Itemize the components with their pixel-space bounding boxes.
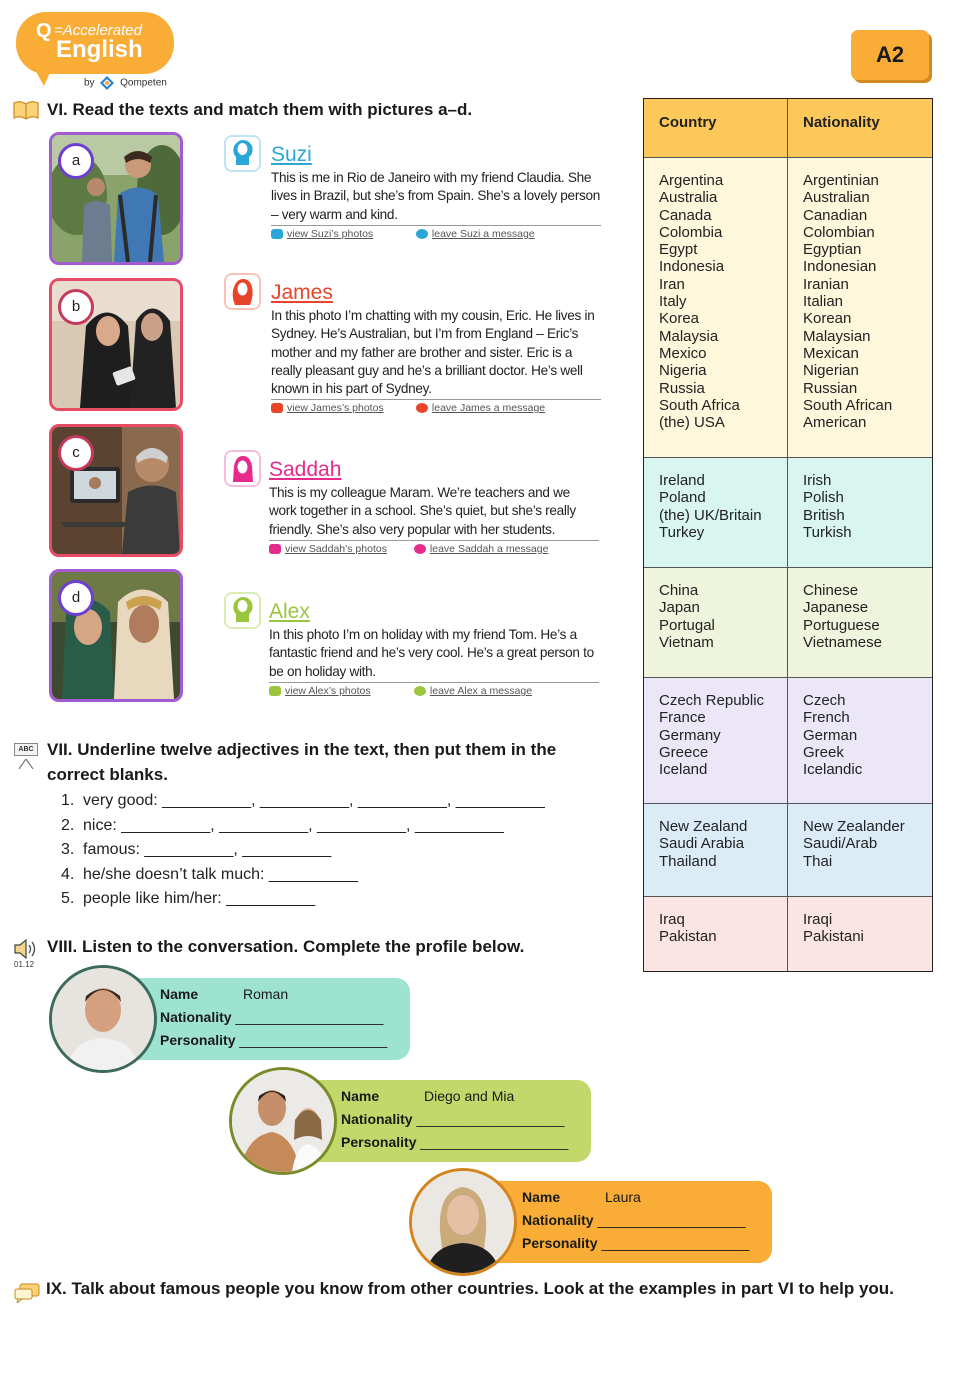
section-9-heading: IX. Talk about famous people you know from other countries. Look at the examples in part VI to help you. (46, 1279, 894, 1298)
post-text: In this photo I’m chatting with my cousin, Eric. He lives in Sydney. He’s Australian, but I’m from England – Eric’s mother and my father are brother and sister. Eric is a really pleasant guy and he’s a brilliant doctor. He’s well known in his part of Sydney. (271, 308, 595, 397)
item-text: very good: __________, __________, __________, __________ (83, 792, 545, 809)
person-silhouette-icon (226, 452, 259, 485)
section-7-heading (47, 737, 556, 787)
list-item[interactable] (61, 838, 545, 863)
post-author-name[interactable]: James (271, 281, 333, 304)
nationality-list: Irish Polish British Turkish (803, 472, 852, 541)
post-text: This is my colleague Maram. We’re teachers and we work together in a school. She’s quiet, but she’s really friendly. She’s also very popular with her students. (269, 485, 576, 537)
name-label: Name (341, 1088, 380, 1104)
leave-message-link[interactable]: leave Suzi a message (431, 228, 535, 240)
profile-name: Diego and Mia (424, 1088, 515, 1104)
list-item[interactable] (61, 789, 545, 814)
list-item[interactable] (61, 863, 545, 888)
picture-label-a: a (58, 143, 94, 179)
couple-portrait (232, 1070, 334, 1172)
profile-name-row (160, 986, 288, 1002)
speech-bubble-icon (416, 229, 428, 239)
item-number: 2. (61, 816, 75, 834)
post-alex (224, 592, 602, 702)
level-badge: A2 (851, 30, 929, 80)
personality-label: Personality (160, 1032, 236, 1048)
personality-blank[interactable]: ___________________ (420, 1134, 569, 1150)
nationality-list: Argentinian Australian Canadian Colombian Egyptian Indonesian Iranian Italian Korean Malaysian Mexican Nigerian Russian South African American (803, 172, 893, 432)
saddah-avatar (224, 450, 261, 487)
book-icon (13, 100, 39, 120)
section-7-heading-line-1: VII. Underline twelve adjectives in the text, then put them in the (47, 740, 557, 759)
man-portrait (52, 968, 154, 1070)
post-suzi (224, 135, 602, 245)
audio-track-number: 01.12 (14, 960, 35, 969)
leave-message-link[interactable]: leave Saddah a message (429, 543, 549, 555)
post-divider (269, 540, 599, 541)
camera-icon (269, 686, 281, 696)
profile-name: Roman (243, 986, 289, 1002)
logo-tagline: =Accelerated (54, 22, 142, 39)
list-item[interactable] (61, 887, 545, 912)
item-text: famous: __________, __________ (83, 841, 332, 859)
logo-byline (84, 76, 167, 90)
speech-bubbles-icon (14, 1283, 40, 1303)
profile-nationality-row[interactable] (522, 1212, 745, 1228)
alex-avatar (224, 592, 261, 629)
profile-nationality-row[interactable] (341, 1111, 564, 1127)
view-photos-link[interactable]: view Alex’s photos (285, 685, 371, 697)
picture-c (49, 424, 183, 557)
personality-blank[interactable]: ___________________ (239, 1032, 388, 1048)
table-group (644, 677, 932, 803)
table-group (644, 803, 932, 896)
post-links (271, 228, 601, 240)
profile-name: Laura (605, 1189, 641, 1205)
nationality-list: Chinese Japanese Portuguese Vietnamese (803, 582, 882, 651)
nationality-blank[interactable]: ___________________ (597, 1212, 746, 1228)
item-number: 5. (61, 890, 75, 908)
person-silhouette-icon (226, 275, 259, 308)
post-links (269, 543, 599, 555)
logo-by-text: by (84, 77, 95, 89)
brand-logo (16, 12, 174, 74)
country-list: Argentina Australia Canada Colombia Egypt Indonesia Iran Italy Korea Malaysia Mexico Nigeria Russia South Africa (the) USA (644, 158, 788, 457)
nationality-blank[interactable]: ___________________ (416, 1111, 565, 1127)
woman-portrait (412, 1171, 514, 1273)
person-silhouette-icon (226, 594, 259, 627)
country-nationality-table (643, 98, 933, 972)
profile-name-row (522, 1189, 641, 1205)
post-james (224, 273, 602, 418)
picture-a (49, 132, 183, 265)
easel-legs-icon (14, 759, 38, 769)
logo-q-mark: Q (36, 20, 52, 42)
post-links (271, 402, 601, 414)
nationality-blank[interactable]: ___________________ (235, 1009, 384, 1025)
personality-blank[interactable]: ___________________ (601, 1235, 750, 1251)
post-divider (271, 225, 601, 226)
post-links (269, 685, 599, 697)
profile-nationality-row[interactable] (160, 1009, 383, 1025)
post-author-name[interactable]: Saddah (269, 458, 342, 481)
james-avatar (224, 273, 261, 310)
post-text: In this photo I’m on holiday with my friend Tom. He’s a fantastic friend and he’s very cool. He’s a great person to be on holiday with. (269, 627, 594, 679)
suzi-avatar (224, 135, 261, 172)
picture-label-b: b (58, 289, 94, 325)
item-text: he/she doesn’t talk much: __________ (83, 865, 358, 883)
personality-label: Personality (341, 1134, 417, 1150)
country-list: New Zealand Saudi Arabia Thailand (644, 804, 788, 896)
section-7-heading-line-2: correct blanks. (47, 765, 168, 784)
picture-b (49, 278, 183, 411)
laura-photo (409, 1168, 517, 1276)
personality-label: Personality (522, 1235, 598, 1251)
picture-label-d: d (58, 580, 94, 616)
adjective-blanks-list (61, 789, 545, 912)
person-silhouette-icon (226, 137, 259, 170)
post-author-name[interactable]: Alex (269, 600, 310, 623)
post-divider (271, 399, 601, 400)
post-text: This is me in Rio de Janeiro with my friend Claudia. She lives in Brazil, but she’s from Spain. She’s a lovely person – very warm and kind. (271, 170, 601, 222)
header-nationality: Nationality (803, 114, 880, 131)
view-photos-link[interactable]: view James’s photos (287, 402, 384, 414)
post-saddah (224, 450, 602, 560)
view-photos-link[interactable]: view Saddah’s photos (285, 543, 387, 555)
profile-personality-row[interactable] (341, 1134, 568, 1150)
table-header (644, 99, 932, 157)
item-number: 1. (61, 792, 75, 809)
country-list: China Japan Portugal Vietnam (644, 568, 788, 677)
nationality-list: Czech French German Greek Icelandic (803, 692, 863, 779)
roman-photo (49, 965, 157, 1073)
profile-personality-row[interactable] (160, 1032, 387, 1048)
section-8-heading: VIII. Listen to the conversation. Complete the profile below. (47, 937, 525, 956)
nationality-list: Iraqi Pakistani (803, 911, 864, 946)
speech-bubble-icon (414, 544, 426, 554)
country-list: Czech Republic France Germany Greece Iceland (644, 678, 788, 803)
leave-message-link[interactable]: leave Alex a message (429, 685, 533, 697)
speaker-audio-icon[interactable] (13, 938, 39, 960)
item-number: 3. (61, 841, 75, 859)
list-item[interactable] (61, 814, 545, 839)
speech-bubble-icon (416, 403, 428, 413)
view-photos-link[interactable]: view Suzi’s photos (287, 228, 374, 240)
picture-label-c: c (58, 435, 94, 471)
abc-board-icon (14, 743, 38, 767)
item-number: 4. (61, 865, 75, 883)
logo-company: Qompeten (120, 77, 167, 89)
camera-icon (271, 403, 283, 413)
name-label: Name (522, 1189, 561, 1205)
camera-icon (271, 229, 283, 239)
country-list: Ireland Poland (the) UK/Britain Turkey (644, 458, 788, 567)
nationality-label: Nationality (522, 1212, 594, 1228)
country-list: Iraq Pakistan (644, 897, 788, 971)
post-divider (269, 682, 599, 683)
item-text: nice: __________, __________, __________, __________ (83, 816, 504, 834)
logo-wordmark: English (56, 36, 143, 63)
table-group (644, 896, 932, 971)
nationality-list: New Zealander Saudi/Arab Thai (803, 818, 905, 870)
logo-speech-tail (34, 68, 52, 86)
speech-bubble-icon (414, 686, 426, 696)
section-6-heading: VI. Read the texts and match them with pictures a–d. (47, 100, 473, 119)
name-label: Name (160, 986, 199, 1002)
post-author-name[interactable]: Suzi (271, 143, 312, 166)
table-group (644, 457, 932, 567)
item-text: people like him/her: __________ (83, 890, 316, 908)
qompeten-logo-icon (100, 76, 114, 90)
header-country: Country (644, 99, 788, 157)
table-group (644, 157, 932, 457)
leave-message-link[interactable]: leave James a message (431, 402, 546, 414)
abc-board-text: ABC (14, 743, 38, 756)
table-group (644, 567, 932, 677)
diego-mia-photo (229, 1067, 337, 1175)
profile-card-laura (472, 1181, 772, 1263)
nationality-label: Nationality (160, 1009, 232, 1025)
picture-d (49, 569, 183, 702)
camera-icon (269, 544, 281, 554)
profile-name-row (341, 1088, 514, 1104)
nationality-label: Nationality (341, 1111, 413, 1127)
profile-personality-row[interactable] (522, 1235, 749, 1251)
